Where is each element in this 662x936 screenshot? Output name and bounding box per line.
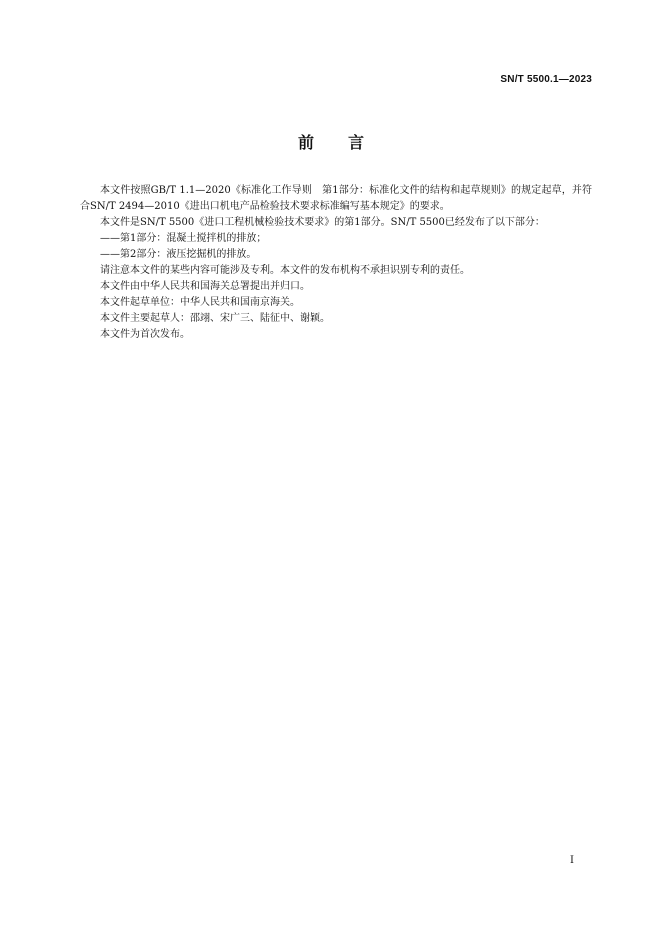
paragraph-drafting-unit: 本文件起草单位：中华人民共和国南京海关。 [100,297,300,308]
foreword-body [80,183,592,343]
paragraph-drafters: 本文件主要起草人：邵翊、宋广三、陆征中、谢颖。 [100,313,330,324]
page-title: 前言 [297,133,398,152]
standard-code: SN/T 5500.1—2023 [500,74,592,85]
list-item-part-2: ——第2部分：液压挖掘机的排放。 [100,249,257,260]
paragraph-drafting-rules: 本文件按照GB/T 1.1—2020《标准化工作导则 第1部分：标准化文件的结构和起草规则》的规定起草，并符合SN/T 2494—2010《进出口机电产品检验技术要求标准编写基本规定》的要求。 [80,185,592,212]
page-number: I [570,855,574,866]
paragraph-patent-notice: 请注意本文件的某些内容可能涉及专利。本文件的发布机构不承担识别专利的责任。 [100,265,470,276]
paragraph-first-release: 本文件为首次发布。 [100,329,190,340]
paragraph-series-info: 本文件是SN/T 5500《进口工程机械检验技术要求》的第1部分。SN/T 5500已经发布了以下部分： [100,217,545,228]
list-item-part-1: ——第1部分：混凝土搅拌机的排放； [100,233,267,244]
paragraph-proposer: 本文件由中华人民共和国海关总署提出并归口。 [100,281,310,292]
